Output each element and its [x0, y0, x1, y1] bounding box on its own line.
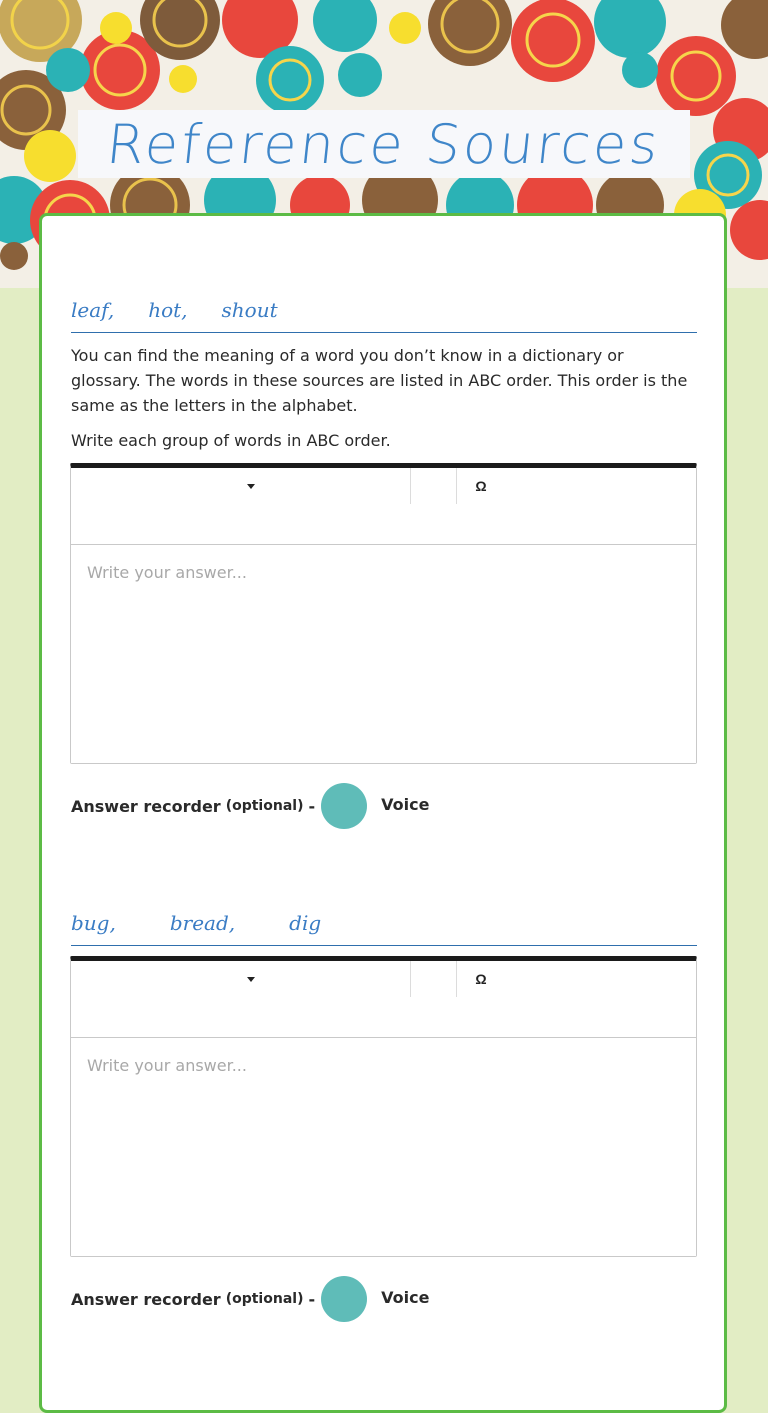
- answer-recorder: [71, 783, 429, 829]
- answer-input[interactable]: [71, 545, 696, 763]
- format-dropdown[interactable]: [71, 961, 411, 997]
- answer-editor-1: [70, 463, 697, 764]
- voice-label: Voice: [381, 795, 430, 814]
- voice-label: Voice: [381, 1288, 430, 1307]
- special-character-button[interactable]: Ω: [469, 474, 493, 498]
- answer-editor-2: [70, 956, 697, 1257]
- answer-recorder: [71, 1276, 429, 1322]
- format-dropdown[interactable]: [71, 468, 411, 504]
- toolbar-button[interactable]: [411, 961, 457, 997]
- toolbar-button[interactable]: [411, 468, 457, 504]
- question-1-description: You can find the meaning of a word you don’t know in a dictionary or glossary. The words in these sources are listed in ABC order. This order is the same as the letters in the alphabet.: [71, 346, 688, 415]
- word-item: bread,: [169, 911, 236, 935]
- record-button[interactable]: [321, 1276, 367, 1322]
- answer-input[interactable]: [71, 1038, 696, 1256]
- recorder-dash: -: [308, 1289, 316, 1309]
- title-box: [78, 110, 690, 178]
- recorder-label: Answer recorder: [71, 1289, 221, 1309]
- editor-toolbar: [71, 961, 696, 1038]
- editor-toolbar: [71, 468, 696, 545]
- word-item: leaf,: [71, 298, 115, 322]
- word-item: shout: [221, 298, 278, 322]
- question-1-words: [71, 293, 697, 333]
- recorder-optional: (optional): [225, 798, 304, 814]
- question-1-instruction: Write each group of words in ABC order.: [71, 431, 391, 450]
- word-item: bug,: [71, 911, 116, 935]
- word-item: dig: [289, 911, 322, 935]
- word-item: hot,: [148, 298, 188, 322]
- special-character-button[interactable]: Ω: [469, 967, 493, 991]
- recorder-dash: -: [308, 796, 316, 816]
- caret-down-icon: [247, 484, 255, 489]
- recorder-label: Answer recorder: [71, 796, 221, 816]
- caret-down-icon: [247, 977, 255, 982]
- page-title: Reference Sources: [103, 112, 665, 176]
- record-button[interactable]: [321, 783, 367, 829]
- question-2-words: [71, 906, 697, 946]
- recorder-optional: (optional): [225, 1291, 304, 1307]
